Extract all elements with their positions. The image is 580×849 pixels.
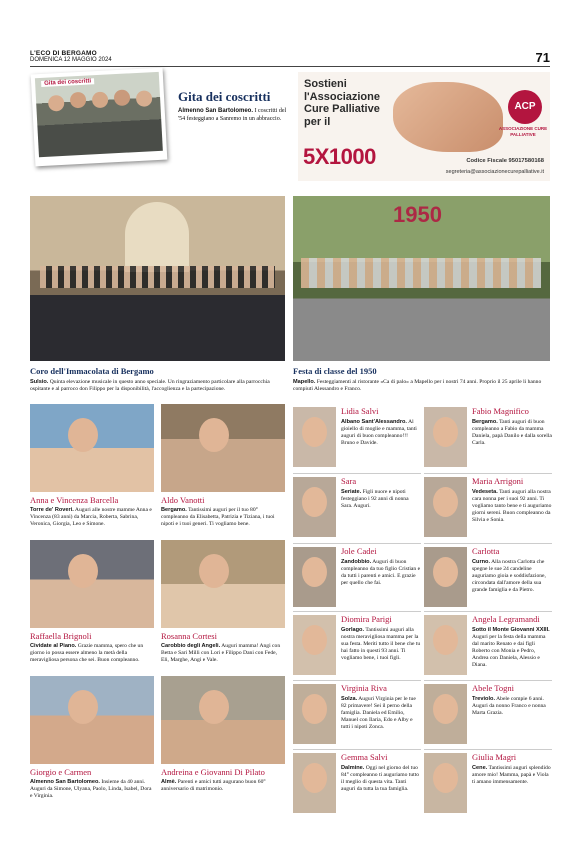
ad-email[interactable]: segreteria@associazionecurepalliative.it (445, 169, 544, 175)
left-item-title: Andreina e Giovanni Di Pilato (161, 767, 265, 777)
mid-item-caption (341, 765, 421, 793)
left-item-caption (161, 643, 285, 664)
festa-title: Festa di classe del 1950 (293, 366, 377, 376)
left-item-location: Torre de' Roveri. (30, 507, 74, 513)
right-item-text: Tanti auguri alla nostra cara nonna per i suoi 92 anni. Ti vogliamo tanto bene e ti auguriamo giorni sereni. Buon compleanno da Silvia e Sonia. (472, 489, 552, 523)
left-item-location: Almenno San Bartolomeo. (30, 779, 100, 785)
festa-photo-banner: 1950 (393, 202, 442, 227)
right-item-text: Auguri per la festa della mamma dal marito Renato e dai figli Roberto con Monia e Pedro, Andrea con Daniela, Alessio e Diana. (472, 634, 546, 668)
item-divider (424, 611, 552, 612)
ad-fiscal-code: Codice Fiscale 95017580168 (466, 158, 544, 164)
left-item-text: Grazie mamma, spero che un giorno io possa essere almeno la metà della meravigliosa persona che sei. Buon compleanno. (30, 643, 144, 663)
left-item-caption (161, 779, 285, 793)
mid-item-title: Virginia Riva (341, 683, 387, 693)
left-item-title: Giorgio e Carmen (30, 767, 92, 777)
mid-item-photo (293, 547, 336, 607)
item-divider (293, 543, 421, 544)
hands-image (393, 82, 503, 152)
coro-title: Coro dell'Immacolata di Bergamo (30, 366, 154, 376)
item-divider (293, 611, 421, 612)
left-item-location: Bergamo. (161, 507, 187, 513)
festa-location: Mapello. (293, 379, 316, 385)
item-divider (293, 749, 421, 750)
left-item-photo (161, 540, 285, 628)
right-item-location: Sotto il Monte Giovanni XXIII. (472, 627, 550, 633)
festa-text: Festeggiamenti al ristorante «Ca di palo» a Mapello per i nostri 74 anni. Proprio il 25 aprile li hanno compiuti Alessandro e Franco. (293, 379, 542, 392)
gita-title: Gita dei coscritti (178, 89, 271, 104)
left-item-location: Cividate al Piano. (30, 643, 77, 649)
gita-photo-frame (31, 68, 168, 167)
right-item-title: Angela Legramandi (472, 614, 540, 624)
acp-logo-text: ASSOCIAZIONE CURE PALLIATIVE (498, 126, 548, 137)
right-item-caption (472, 419, 552, 447)
right-item-title: Giulia Magri (472, 752, 517, 762)
advertisement (298, 72, 550, 181)
left-item-caption (30, 507, 154, 528)
item-divider (424, 473, 552, 474)
item-divider (424, 749, 552, 750)
left-item-photo (161, 676, 285, 764)
mid-item-caption (341, 696, 421, 731)
left-item-text: Parenti e amici tutti augurano buon 60° anniversario di matrimonio. (161, 779, 266, 792)
right-item-location: Curno. (472, 559, 491, 565)
mid-item-caption (341, 559, 421, 587)
left-item-title: Rosanna Cortesi (161, 631, 217, 641)
right-item-photo (424, 615, 467, 675)
gita-location: Almenno San Bartolomeo. (178, 108, 254, 114)
item-divider (424, 680, 552, 681)
right-item-photo (424, 753, 467, 813)
festa-photo (293, 196, 550, 361)
publication-name: L'ECO DI BERGAMO (30, 50, 97, 57)
mid-item-location: Zandobbio. (341, 559, 372, 565)
gita-photo-banner: Gita dei coscritti (41, 78, 94, 87)
page-header (30, 50, 112, 64)
mid-item-location: Gorlago. (341, 627, 364, 633)
mid-item-location: Seriate. (341, 489, 362, 495)
coro-text: Quinta elevazione musicale in questo anno speciale. Un ringraziamento particolare alla parrocchia ospitante e al parroco don Filippo per la disponibilità, l'accoglienza e la partecipazione. (30, 379, 270, 392)
right-item-photo (424, 407, 467, 467)
right-item-caption (472, 489, 552, 524)
coro-caption (30, 379, 285, 393)
right-item-title: Abele Togni (472, 683, 514, 693)
right-item-caption (472, 696, 552, 717)
left-item-title: Raffaella Brignoli (30, 631, 92, 641)
coro-photo (30, 196, 285, 361)
ad-headline: Sostieni l'Associazione Cure Palliative per il (304, 78, 380, 128)
left-item-caption (161, 507, 285, 528)
mid-item-caption (341, 489, 421, 510)
gita-caption (178, 108, 288, 123)
mid-item-text: Figli nuore e nipoti festeggiano i 92 anni di nonna Sara. Auguri. (341, 489, 409, 509)
mid-item-photo (293, 684, 336, 744)
right-item-title: Carlotta (472, 546, 500, 556)
mid-item-photo (293, 477, 336, 537)
right-item-text: Tanti auguri di buon compleanno a Fabio da mamma Daniela, papà Danilo e dalla sorella Carla. (472, 419, 552, 446)
right-item-location: Cene. (472, 765, 488, 771)
left-item-title: Aldo Vanotti (161, 495, 205, 505)
mid-item-location: Albano Sant'Alessandro. (341, 419, 407, 425)
gita-text: I coscritti del '54 festeggiano a Sanremo in un abbraccio. (178, 108, 287, 122)
left-item-photo (30, 676, 154, 764)
left-item-title: Anna e Vincenza Barcella (30, 495, 119, 505)
right-item-location: Vedeseta. (472, 489, 498, 495)
left-item-photo (161, 404, 285, 492)
left-item-photo (30, 540, 154, 628)
right-item-location: Treviolo. (472, 696, 496, 702)
mid-item-text: Tantissimi auguri alla nostra meravigliosa mamma per la sua festa. Meriti tutto il bene che tu hai fatto in questi 93 anni. Ti vogliamo bene, i tuoi figli. (341, 627, 421, 661)
left-item-text: Insieme da 40 anni. Auguri da Simone, Ulyana, Paolo, Linda, Isabel, Dora e Virginia. (30, 779, 152, 799)
left-item-text: Auguri mamma! Angi con Betta e Sari Milli con Lori e Filippo Dani con Fede, Eli, Marghe, Angi e Vale. (161, 643, 281, 663)
mid-item-text: Al gioiello di moglie e mamma, tanti auguri di buon compleanno!!! Bruno e Davide. (341, 419, 417, 446)
right-item-title: Maria Arrigoni (472, 476, 524, 486)
mid-item-photo (293, 753, 336, 813)
mid-item-title: Gemma Salvi (341, 752, 388, 762)
right-item-text: Alla nostra Carlotta che spegne le sue 24 candeline auguriamo gioia e soddisfazione, circondata dall'amore della sua grande famiglia e da Pietro. (472, 559, 546, 593)
left-item-text: Tantissimi auguri per il tuo 80° compleanno da Elisabetta, Patrizia e Tiziana, i tuoi nipoti e i tuoi generi. Ti vogliamo bene. (161, 507, 275, 527)
gita-photo (35, 72, 163, 157)
mid-item-text: Oggi nel giorno del tuo 84° compleanno ti auguriamo tutto il meglio di questa vita. Tanti auguri da tutta la tua famiglia. (341, 765, 420, 792)
mid-item-photo (293, 407, 336, 467)
right-item-caption (472, 765, 552, 786)
mid-item-text: Auguri di buon compleanno da tuo figlio Cristian e da tutti i parenti e amici. E grazie per quello che fai. (341, 559, 421, 586)
mid-item-location: Dalmine. (341, 765, 365, 771)
mid-item-caption (341, 627, 421, 662)
right-item-text: Tantissimi auguri splendido amore mio! Mamma, papà e Viola ti amano immensamente. (472, 765, 551, 785)
left-item-photo (30, 404, 154, 492)
mid-item-title: Jole Cadei (341, 546, 377, 556)
coro-location: Sulsio. (30, 379, 49, 385)
right-item-photo (424, 684, 467, 744)
left-item-text: Auguri alle nostre mamme Anna e Vincenza (83 anni) da Marcia, Roberta, Sabrina, Veronica, Giorgia, Leo e Simone. (30, 507, 152, 527)
right-item-caption (472, 559, 552, 594)
left-item-location: Almè. (161, 779, 177, 785)
mid-item-photo (293, 615, 336, 675)
right-item-title: Fabio Magnifico (472, 406, 529, 416)
left-item-location: Carobbio degli Angeli. (161, 643, 221, 649)
mid-item-caption (341, 419, 421, 447)
mid-item-title: Sara (341, 476, 357, 486)
festa-caption (293, 379, 550, 393)
item-divider (424, 543, 552, 544)
right-item-caption (472, 627, 552, 669)
page-number: 71 (535, 50, 550, 65)
item-divider (293, 473, 421, 474)
item-divider (293, 680, 421, 681)
left-item-caption (30, 643, 154, 664)
mid-item-location: Solza. (341, 696, 358, 702)
right-item-location: Bergamo. (472, 419, 498, 425)
right-item-photo (424, 547, 467, 607)
mid-item-title: Lidia Salvi (341, 406, 379, 416)
ad-5x1000: 5X1000 (303, 144, 376, 169)
acp-logo-icon: ACP (508, 90, 542, 124)
mid-item-text: Auguri Virginia per le tue 82 primavere! Sei il perno della famiglia. Daniela ed Emilio, Manuel con Ilaria, Edo e Alby e tutti i nipoti Zonca. (341, 696, 416, 730)
right-item-photo (424, 477, 467, 537)
mid-item-title: Diomira Parigi (341, 614, 392, 624)
right-item-text: Abele compie 6 anni. Auguri da nonno Franco e nonna Marta Grazia. (472, 696, 546, 716)
left-item-caption (30, 779, 154, 800)
header-rule (30, 66, 550, 67)
publication-date: DOMENICA 12 MAGGIO 2024 (30, 57, 112, 63)
